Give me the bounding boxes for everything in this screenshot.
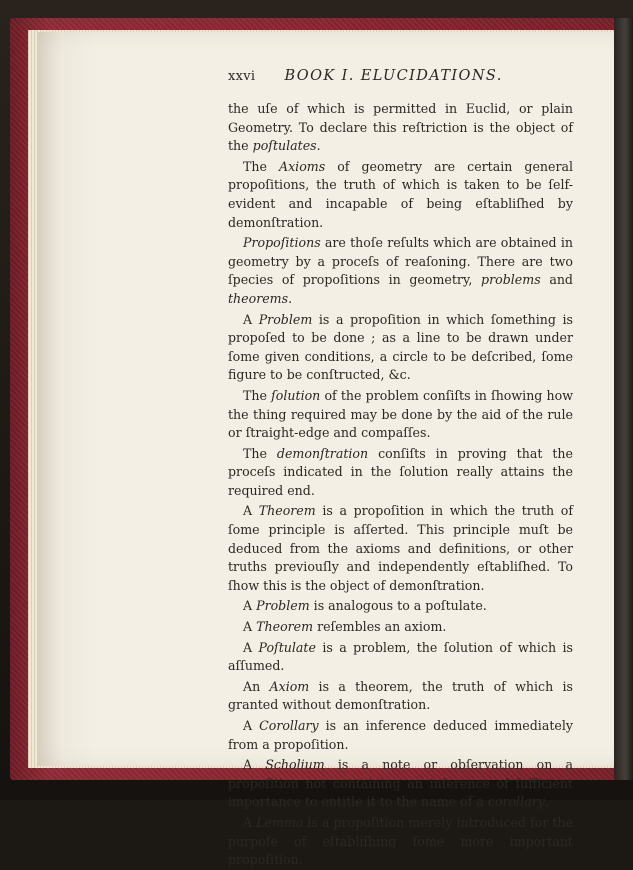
paragraph-propositions: Propoſitions are thoſe reſults which are obtained in geometry by a proceſs of reaſoning. There are two ſpecies of propoſitions in geometry, problems and theorems. (228, 235, 573, 306)
paragraph-problem-analogy: A Problem is analogous to a poſtulate. (243, 598, 487, 614)
paragraph: the uſe of which is permitted in Euclid, or plain Geometry. To declare this reſtriction is the object of the poſtulates. (228, 101, 573, 154)
page-number: xxvi (228, 69, 256, 84)
paragraph-problem: A Problem is a propoſition in which ſomething is propoſed to be done ; as a line to be drawn under ſome given conditions, a circle to be deſcribed, ſome figure to be conſtructed, &c. (228, 311, 573, 383)
paragraph-lemma: A Lemma is a propoſition merely introduced for the purpoſe of eſtabliſhing ſome more important propoſition. (228, 814, 573, 868)
paragraph-scholium: A Scholium is a note or obſervation on a propoſition not containing an inference of ſufficient importance to entitle it to the name of a corollary. (228, 757, 573, 810)
running-header (228, 68, 503, 84)
paragraph-theorem-analogy: A Theorem reſembles an axiom. (243, 619, 447, 635)
body-text (228, 100, 573, 870)
paragraph-postulate: A Poſtulate is a problem, the ſolution of which is aſſumed. (228, 639, 573, 674)
paragraph-solution: The ſolution of the problem conſiſts in ſhowing how the thing required may be done by the aid of the rule or ſtraight-edge and compaſſes. (228, 387, 573, 441)
paragraph-demonstration: The demonſtration conſiſts in proving that the proceſs indicated in the ſolution really attains the required end. (228, 445, 573, 498)
paragraph-corollary: A Corollary is an inference deduced immediately from a propoſition. (228, 718, 573, 752)
paragraph-axioms: The Axioms of geometry are certain general propoſitions, the truth of which is taken to be ſelf-evident and incapable of being eſtabliſhed by demonſtration. (228, 158, 574, 230)
paragraph-theorem: A Theorem is a propoſition in which the truth of ſome principle is aſſerted. This principle muſt be deduced from the axioms and definitions, or other truths previouſly and independently eſtabliſhed. To ſhow this is the object of demonſtration. (228, 503, 573, 593)
paragraph-axiom: An Axiom is a theorem, the truth of which is granted without demonſtration. (228, 678, 573, 713)
facing-page-edge (614, 18, 633, 780)
running-title: BOOK I. ELUCIDATIONS. (284, 68, 503, 84)
